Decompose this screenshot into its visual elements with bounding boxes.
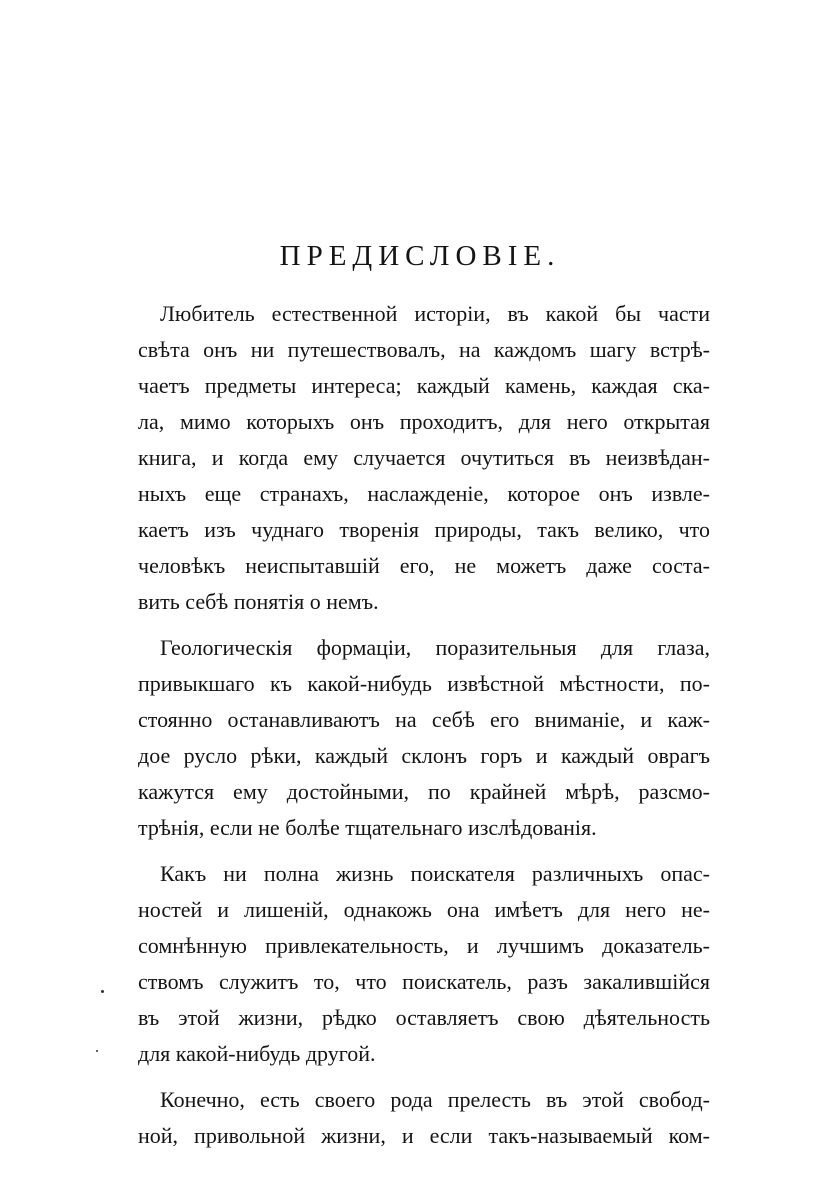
text-line: ныхъ еще странахъ, наслажденіе, которое онъ извле- <box>138 481 710 506</box>
text-line: вить себѣ понятія о немъ. <box>138 589 379 614</box>
text-line: стоянно останавливаютъ на себѣ его вниманіе, и каж- <box>138 707 710 732</box>
text-line: Любитель естественной исторіи, въ какой бы части <box>160 301 710 326</box>
text-line: ностей и лишеній, однакожь она имѣетъ для него не- <box>138 897 710 922</box>
text-line: Конечно, есть своего рода прелесть въ этой свобод- <box>160 1087 710 1112</box>
text-line: человѣкъ неиспытавшій его, не можетъ даже соста- <box>138 553 710 578</box>
text-line: свѣта онъ ни путешествовалъ, на каждомъ шагу встрѣ- <box>138 337 710 362</box>
text-line: книга, и когда ему случается очутиться въ неизвѣдан- <box>138 445 710 470</box>
text-line: кажутся ему достойными, по крайней мѣрѣ, разсмо- <box>138 779 710 804</box>
text-line: дое русло рѣки, каждый склонъ горъ и каждый оврагъ <box>138 743 710 768</box>
paragraph-4 <box>138 1082 710 1154</box>
paragraph-1 <box>138 296 710 620</box>
print-speck <box>101 990 104 993</box>
text-line: ной, привольной жизни, и если такъ-называемый ком- <box>138 1123 710 1148</box>
paragraph-2 <box>138 630 710 846</box>
paragraph-3 <box>138 856 710 1072</box>
text-line: Какъ ни полна жизнь поискателя различныхъ опас- <box>160 861 710 886</box>
text-line: каетъ изъ чуднаго творенія природы, такъ велико, что <box>138 517 710 542</box>
text-line: сомнѣнную привлекательность, и лучшимъ доказатель- <box>138 933 710 958</box>
text-line: для какой-нибудь другой. <box>138 1041 376 1066</box>
text-line: Геологическія формаціи, поразительныя для глаза, <box>160 635 710 660</box>
text-line: въ этой жизни, рѣдко оставляетъ свою дѣятельность <box>138 1005 710 1030</box>
text-line: чаетъ предметы интереса; каждый камень, каждая ска- <box>138 373 710 398</box>
text-line: ла, мимо которыхъ онъ проходитъ, для него открытая <box>138 409 710 434</box>
body-text <box>138 296 710 1164</box>
text-line: трѣнія, если не болѣе тщательнаго изслѣдованія. <box>138 815 597 840</box>
print-speck <box>96 1050 98 1052</box>
text-line: ствомъ служитъ то, что поискатель, разъ закалившійся <box>138 969 710 994</box>
text-line: привыкшаго къ какой-нибудь извѣстной мѣстности, по- <box>138 671 710 696</box>
page-title: ПРЕДИСЛОВІЕ. <box>279 240 561 272</box>
